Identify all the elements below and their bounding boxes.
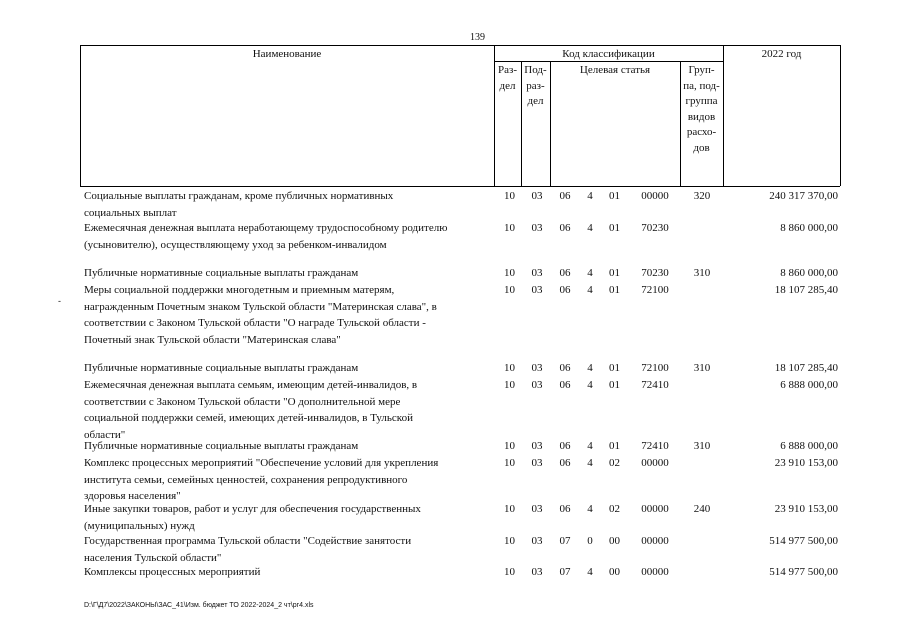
row-podrazdel: 03 <box>531 535 543 547</box>
row-target-type: 4 <box>587 566 593 578</box>
header-code: Код классификации <box>562 48 655 60</box>
row-amount: 8 860 000,00 <box>780 267 838 279</box>
row-expense-group: 310 <box>693 362 711 374</box>
footer-file-path: D:\Г\Д7\2022\ЗАКОНЫ\ЗАС_41\Изм. бюджет ТО 2022-2024_2 чт\рг4.xls <box>84 602 314 609</box>
row-name-line: Комплекс процессных мероприятий "Обеспечение условий для укрепления <box>84 457 439 469</box>
row-razdel: 10 <box>504 284 515 296</box>
row-target-subprogram: 01 <box>609 362 620 374</box>
row-target-subprogram: 00 <box>609 566 620 578</box>
row-name <box>84 564 494 581</box>
row-name-line: (усыновителю), осуществляющему уход за ребенком-инвалидом <box>84 238 387 251</box>
row-amount: 240 317 370,00 <box>769 190 838 202</box>
row-target-program: 06 <box>559 362 571 374</box>
row-name <box>84 533 494 566</box>
row-name <box>84 455 494 505</box>
row-target-type: 4 <box>587 267 593 279</box>
row-target-type: 4 <box>587 379 593 391</box>
row-target-subprogram: 02 <box>609 457 620 469</box>
row-target-subprogram: 01 <box>609 284 620 296</box>
row-name <box>84 377 494 443</box>
row-name-line: социальной поддержки семей, имеющих детей-инвалидов, в Тульской <box>84 412 413 424</box>
row-name <box>84 501 494 534</box>
row-name-line: Комплексы процессных мероприятий <box>84 566 261 578</box>
row-amount: 6 888 000,00 <box>780 440 838 452</box>
row-target-direction: 72410 <box>641 440 669 452</box>
header-podrazdel: Под- раз- дел <box>524 64 547 107</box>
row-name-line: Ежемесячная денежная выплата неработающему трудоспособному родителю <box>84 222 448 234</box>
row-name <box>84 265 494 282</box>
row-target-type: 4 <box>587 440 593 452</box>
row-target-direction: 00000 <box>641 503 669 515</box>
row-target-program: 07 <box>559 566 571 578</box>
row-name-line: Публичные нормативные социальные выплаты гражданам <box>84 362 359 374</box>
row-target-direction: 00000 <box>641 566 669 578</box>
header-year: 2022 год <box>761 48 802 60</box>
code-col-border <box>723 45 724 186</box>
row-amount: 23 910 153,00 <box>774 457 838 469</box>
row-name-line: области" <box>84 428 126 441</box>
row-amount: 514 977 500,00 <box>769 566 838 578</box>
row-name <box>84 282 494 348</box>
row-target-type: 4 <box>587 222 593 234</box>
row-target-subprogram: 01 <box>609 190 620 202</box>
row-razdel: 10 <box>504 566 515 578</box>
row-amount: 18 107 285,40 <box>774 284 838 296</box>
row-target-direction: 00000 <box>641 535 669 547</box>
row-razdel: 10 <box>504 222 515 234</box>
row-target-type: 4 <box>587 362 593 374</box>
row-target-program: 06 <box>559 379 571 391</box>
row-target-subprogram: 01 <box>609 267 620 279</box>
header-bottom-border <box>80 186 840 187</box>
row-razdel: 10 <box>504 267 515 279</box>
row-razdel: 10 <box>504 440 515 452</box>
row-razdel: 10 <box>504 535 515 547</box>
row-razdel: 10 <box>504 503 515 515</box>
row-amount: 514 977 500,00 <box>769 535 838 547</box>
row-target-program: 06 <box>559 440 571 452</box>
row-razdel: 10 <box>504 379 515 391</box>
row-expense-group: 310 <box>693 267 711 279</box>
row-target-subprogram: 01 <box>609 440 620 452</box>
row-name <box>84 438 494 455</box>
row-amount: 8 860 000,00 <box>780 222 838 234</box>
row-expense-group: 310 <box>693 440 711 452</box>
row-name-line: Социальные выплаты гражданам, кроме публичных нормативных <box>84 190 394 202</box>
row-target-type: 0 <box>587 535 593 547</box>
row-name-line: Меры социальной поддержки многодетным и приемным матерям, <box>84 284 395 296</box>
row-target-program: 06 <box>559 284 571 296</box>
row-expense-group: 240 <box>693 503 711 515</box>
row-amount: 6 888 000,00 <box>780 379 838 391</box>
row-name-line: (муниципальных) нужд <box>84 519 195 532</box>
row-podrazdel: 03 <box>531 362 543 374</box>
row-name-line: Иные закупки товаров, работ и услуг для обеспечения государственных <box>84 503 421 515</box>
row-podrazdel: 03 <box>531 222 543 234</box>
header-target: Целевая статья <box>579 64 651 76</box>
row-target-direction: 00000 <box>641 457 669 469</box>
row-name-line: института семьи, семейных ценностей, сохранения репродуктивного <box>84 473 408 486</box>
row-target-direction: 70230 <box>641 267 669 279</box>
row-target-program: 06 <box>559 190 571 202</box>
row-name-line: Почетный знак Тульской области "Материнская слава" <box>84 333 341 346</box>
podrazdel-col-border <box>550 61 551 186</box>
row-target-direction: 70230 <box>641 222 669 234</box>
row-name-line: здоровья населения" <box>84 490 181 502</box>
row-target-subprogram: 02 <box>609 503 620 515</box>
row-name-line: Публичные нормативные социальные выплаты гражданам <box>84 267 359 279</box>
row-name <box>84 360 494 377</box>
row-target-direction: 00000 <box>641 190 669 202</box>
row-amount: 23 910 153,00 <box>774 503 838 515</box>
row-target-type: 4 <box>587 284 593 296</box>
header-right-border <box>840 45 841 186</box>
row-razdel: 10 <box>504 457 515 469</box>
row-podrazdel: 03 <box>531 566 543 578</box>
row-target-subprogram: 00 <box>609 535 620 547</box>
row-expense-group: 320 <box>693 190 711 202</box>
row-target-program: 06 <box>559 503 571 515</box>
header-group: Груп- па, под- группа видов расхо- дов <box>683 64 720 154</box>
row-name-line: социальных выплат <box>84 206 177 219</box>
row-name <box>84 188 494 221</box>
page-number: 139 <box>470 32 485 43</box>
row-target-program: 06 <box>559 222 571 234</box>
row-name-line: Ежемесячная денежная выплата семьям, имеющим детей-инвалидов, в <box>84 379 418 391</box>
row-name-line: соответствии с Законом Тульской области "О награде Тульской области - <box>84 317 426 329</box>
row-target-program: 07 <box>559 535 571 547</box>
row-podrazdel: 03 <box>531 379 543 391</box>
row-razdel: 10 <box>504 190 515 202</box>
row-razdel: 10 <box>504 362 515 374</box>
row-target-program: 06 <box>559 457 571 469</box>
row-name <box>84 220 494 253</box>
row-target-type: 4 <box>587 190 593 202</box>
row-name-line: соответствии с Законом Тульской области "О дополнительной мере <box>84 395 401 408</box>
row-podrazdel: 03 <box>531 190 543 202</box>
row-target-direction: 72100 <box>641 362 669 374</box>
margin-mark: - <box>58 296 61 306</box>
row-podrazdel: 03 <box>531 457 543 469</box>
header-razdel: Раз- дел <box>497 64 517 92</box>
row-podrazdel: 03 <box>531 267 543 279</box>
row-name-line: Публичные нормативные социальные выплаты гражданам <box>84 440 359 452</box>
row-target-program: 06 <box>559 267 571 279</box>
header-left-border <box>80 45 81 186</box>
row-target-direction: 72100 <box>641 284 669 296</box>
row-podrazdel: 03 <box>531 440 543 452</box>
row-amount: 18 107 285,40 <box>774 362 838 374</box>
row-target-type: 4 <box>587 457 593 469</box>
row-name-line: населения Тульской области" <box>84 551 222 564</box>
row-podrazdel: 03 <box>531 503 543 515</box>
row-name-line: награжденным Почетным знаком Тульской области "Материнская слава", в <box>84 300 437 313</box>
row-target-subprogram: 01 <box>609 379 620 391</box>
row-target-subprogram: 01 <box>609 222 620 234</box>
row-target-type: 4 <box>587 503 593 515</box>
row-podrazdel: 03 <box>531 284 543 296</box>
row-target-direction: 72410 <box>641 379 669 391</box>
header-name: Наименование <box>252 48 322 60</box>
row-name-line: Государственная программа Тульской области "Содействие занятости <box>84 535 412 547</box>
